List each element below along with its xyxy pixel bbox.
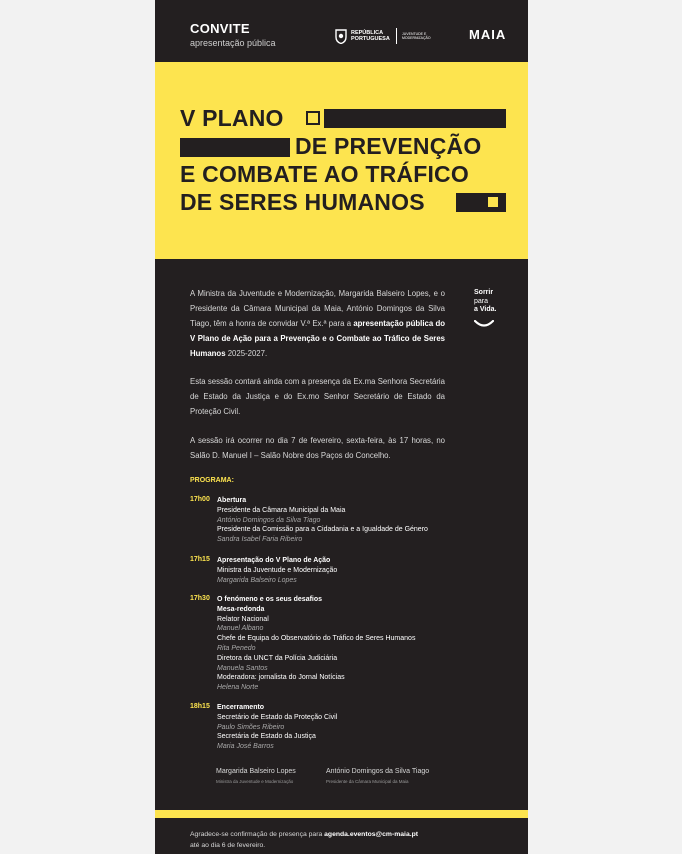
- maia-logo: MAIA: [469, 27, 507, 42]
- program-items: [217, 595, 487, 693]
- speaker-role: Relator Nacional: [217, 615, 269, 623]
- rsvp-text: Agradece-se confirmação de presença para: [190, 831, 325, 838]
- banner-square-1: [306, 111, 320, 125]
- program-time: 17h15: [190, 556, 210, 563]
- speaker-name: Sandra Isabel Faria Ribeiro: [217, 536, 303, 544]
- intro-paragraph-2: Esta sessão contará ainda com a presença da Ex.ma Senhora Secretária de Estado da Justiça e do Ex.mo Senhor Secretário de Estado da Proteção Civil.: [190, 377, 445, 416]
- sorrir-line-3: a Vida.: [474, 306, 497, 313]
- sorrir-para-a-vida-logo: [474, 289, 496, 315]
- intro-paragraph-1: [190, 286, 445, 361]
- intro-text: A Ministra da Juventude e Modernização, Margarida Balseiro Lopes, e o Presidente da Câmara Municipal da Maia, António Domingos da Silva Tiago, têm a honra de convidar V.ª Ex.ª para a: [190, 289, 445, 328]
- program-item-heading: Encerramento: [217, 704, 265, 711]
- banner-line-1: V PLANO: [180, 105, 284, 131]
- banner-line-4: DE SERES HUMANOS: [180, 189, 425, 215]
- smile-icon: [474, 320, 494, 328]
- yellow-divider-strip: [155, 810, 528, 818]
- banner-line-2: DE PREVENÇÃO: [295, 133, 482, 159]
- signature-role: Ministra da Juventude e Modernização: [216, 779, 294, 784]
- signature-role: Presidente da Câmara Municipal da Maia: [326, 779, 409, 784]
- government-emblem-icon: [335, 28, 347, 44]
- speaker-role: Secretário de Estado da Proteção Civil: [217, 713, 338, 721]
- intro-text-end: 2025-2027.: [225, 349, 268, 358]
- invite-heading: CONVITE: [190, 21, 250, 36]
- banner-bar-2: [180, 138, 290, 157]
- logo-divider: [396, 28, 397, 44]
- speaker-role: Moderadora: jornalista do Jornal Notícias: [217, 674, 345, 682]
- signature-name: Margarida Balseiro Lopes: [216, 768, 296, 775]
- republica-portuguesa-logo: [335, 26, 450, 46]
- gov-logo-text: REPÚBLICA PORTUGUESA: [351, 30, 390, 42]
- program-items: [217, 703, 487, 752]
- invite-subtitle: apresentação pública: [190, 38, 276, 48]
- speaker-role: Chefe de Equipa do Observatório do Tráfico de Seres Humanos: [217, 635, 416, 643]
- speaker-name: Paulo Simões Ribeiro: [217, 723, 285, 731]
- rsvp-email-link[interactable]: agenda.eventos@cm-maia.pt: [324, 831, 419, 838]
- program-item-heading: Abertura: [217, 497, 247, 504]
- speaker-name: Manuel Albano: [217, 625, 264, 633]
- intro-paragraph-3: A sessão irá ocorrer no dia 7 de fevereiro, sexta-feira, às 17 horas, no Salão D. Manuel I – Salão Nobre dos Paços do Concelho.: [190, 436, 445, 460]
- program-item-heading: O fenómeno e os seus desafios: [217, 596, 323, 603]
- program-title: PROGRAMA:: [190, 477, 234, 484]
- rsvp-deadline: até ao dia 6 de fevereiro.: [190, 842, 266, 849]
- speaker-role: Presidente da Comissão para a Cidadania e a Igualdade de Género: [217, 526, 428, 534]
- program-items: [217, 556, 487, 585]
- banner-bar-1: [324, 109, 506, 128]
- rsvp-footer: [190, 829, 490, 851]
- program-items: [217, 496, 487, 545]
- intro-bold-text: apresentação pública do V Plano de Ação para a Prevenção e o Combate ao Tráfico de Seres Humanos: [190, 319, 445, 358]
- sorrir-line-1: Sorrir: [474, 289, 494, 296]
- speaker-role: Presidente da Câmara Municipal da Maia: [217, 506, 346, 514]
- banner-line-3: E COMBATE AO TRÁFICO: [180, 161, 469, 187]
- title-banner: [155, 62, 528, 259]
- program-time: 17h30: [190, 595, 210, 602]
- speaker-role: Diretora da UNCT da Polícia Judiciária: [217, 654, 338, 662]
- program-time: 17h00: [190, 496, 210, 503]
- program-time: 18h15: [190, 703, 210, 710]
- program-item-heading: Mesa-redonda: [217, 605, 265, 613]
- banner-square-2: [486, 195, 500, 209]
- speaker-name: Rita Penedo: [217, 644, 256, 652]
- signature-2: [326, 768, 429, 784]
- speaker-name: Maria José Barros: [217, 743, 274, 751]
- speaker-name: António Domingos da Silva Tiago: [217, 516, 321, 524]
- speaker-role: Secretária de Estado da Justiça: [217, 733, 316, 741]
- program-item-heading: Apresentação do V Plano de Ação: [217, 557, 331, 564]
- speaker-name: Margarida Balseiro Lopes: [217, 576, 297, 584]
- signature-name: António Domingos da Silva Tiago: [326, 768, 430, 775]
- invitation-card: [155, 0, 528, 854]
- speaker-name: Helena Norte: [217, 684, 259, 692]
- sorrir-line-2: para: [474, 297, 489, 305]
- signature-1: [216, 768, 296, 784]
- gov-department: JUVENTUDE E MODERNIZAÇÃO: [402, 32, 431, 40]
- speaker-role: Ministra da Juventude e Modernização: [217, 566, 338, 574]
- speaker-name: Manuela Santos: [217, 664, 268, 672]
